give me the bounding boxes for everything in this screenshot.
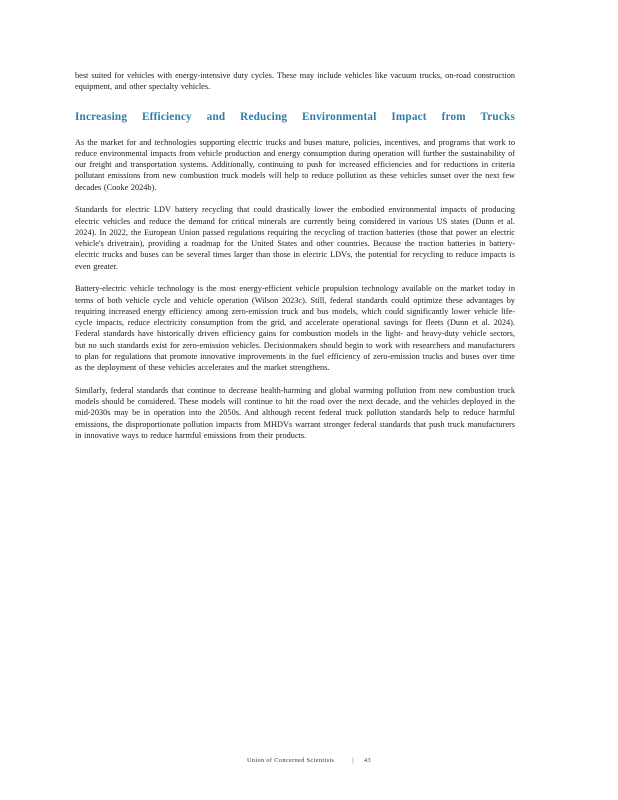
page-number: 43 — [364, 757, 372, 764]
section-heading: Increasing Efficiency and Reducing Environmental Impact from Trucks — [75, 110, 515, 123]
page-footer — [0, 757, 618, 764]
paragraph-market-policies: As the market for and technologies supporting electric trucks and buses mature, policies, incentives, and programs that work to reduce environmental impacts from vehicle production and energy consumption during operation will further the sustainability of our freight and transportation systems. Additionally, continuing to push for increased efficiencies and for reductions in criteria pollutant emissions from new combustion truck models will help to reduce pollution as these vehicles sunset over the next few decades (Cooke 2024b). — [75, 137, 515, 192]
paragraph-battery-recycling: Standards for electric LDV battery recycling that could drastically lower the embodied environmental impacts of producing electric vehicles and reduce the demand for critical minerals are currently being considered in various US states (Dunn et al. 2024). In 2022, the European Union passed regulations requiring the recycling of traction batteries (those that power an electric vehicle's drivetrain), providing a roadmap for the United States and other countries. Because the traction batteries in battery-electric trucks and buses can be several times larger than those in electric LDVs, the potential for recycling to reduce impacts is even greater. — [75, 205, 515, 271]
document-page — [75, 70, 515, 453]
footer-separator: | — [352, 757, 355, 764]
intro-paragraph: best suited for vehicles with energy-intensive duty cycles. These may include vehicles like vacuum trucks, on-road construction equipment, and other specialty vehicles. — [75, 71, 515, 92]
paragraph-combustion-standards: Similarly, federal standards that continue to decrease health-harming and global warming pollution from new combustion truck models should be considered. These models will continue to hit the road over the next decade, and the vehicles deployed in the mid-2030s may be in operation into the 2050s. And although recent federal truck pollution standards help to reduce harmful emissions, the disproportionate pollution impacts from MHDVs warrant stronger federal standards that push truck manufacturers in innovative ways to reduce harmful emissions from their products. — [75, 385, 515, 440]
footer-organization: Union of Concerned Scientists — [246, 757, 335, 764]
paragraph-efficiency-standards: Battery-electric vehicle technology is the most energy-efficient vehicle propulsion technology available on the market today in terms of both vehicle cycle and vehicle operation (Wilson 2023c). Still, federal standards could optimize these advantages by requiring increased energy efficiency among zero-emission truck and bus models, which could significantly lower vehicle life-cycle impacts, reduce electricity consumption from the grid, and accelerate operational savings for fleets (Dunn et al. 2024). Federal standards have historically driven efficiency gains for combustion models in the light- and heavy-duty vehicle sectors, but no such standards exist for zero-emission vehicles. Decisionmakers should begin to work with researchers and manufacturers to plan for regulations that promote innovative improvements in the fuel efficiency of zero-emission trucks and buses over time as the deployment of these vehicles accelerates and the market strengthens. — [75, 284, 515, 372]
